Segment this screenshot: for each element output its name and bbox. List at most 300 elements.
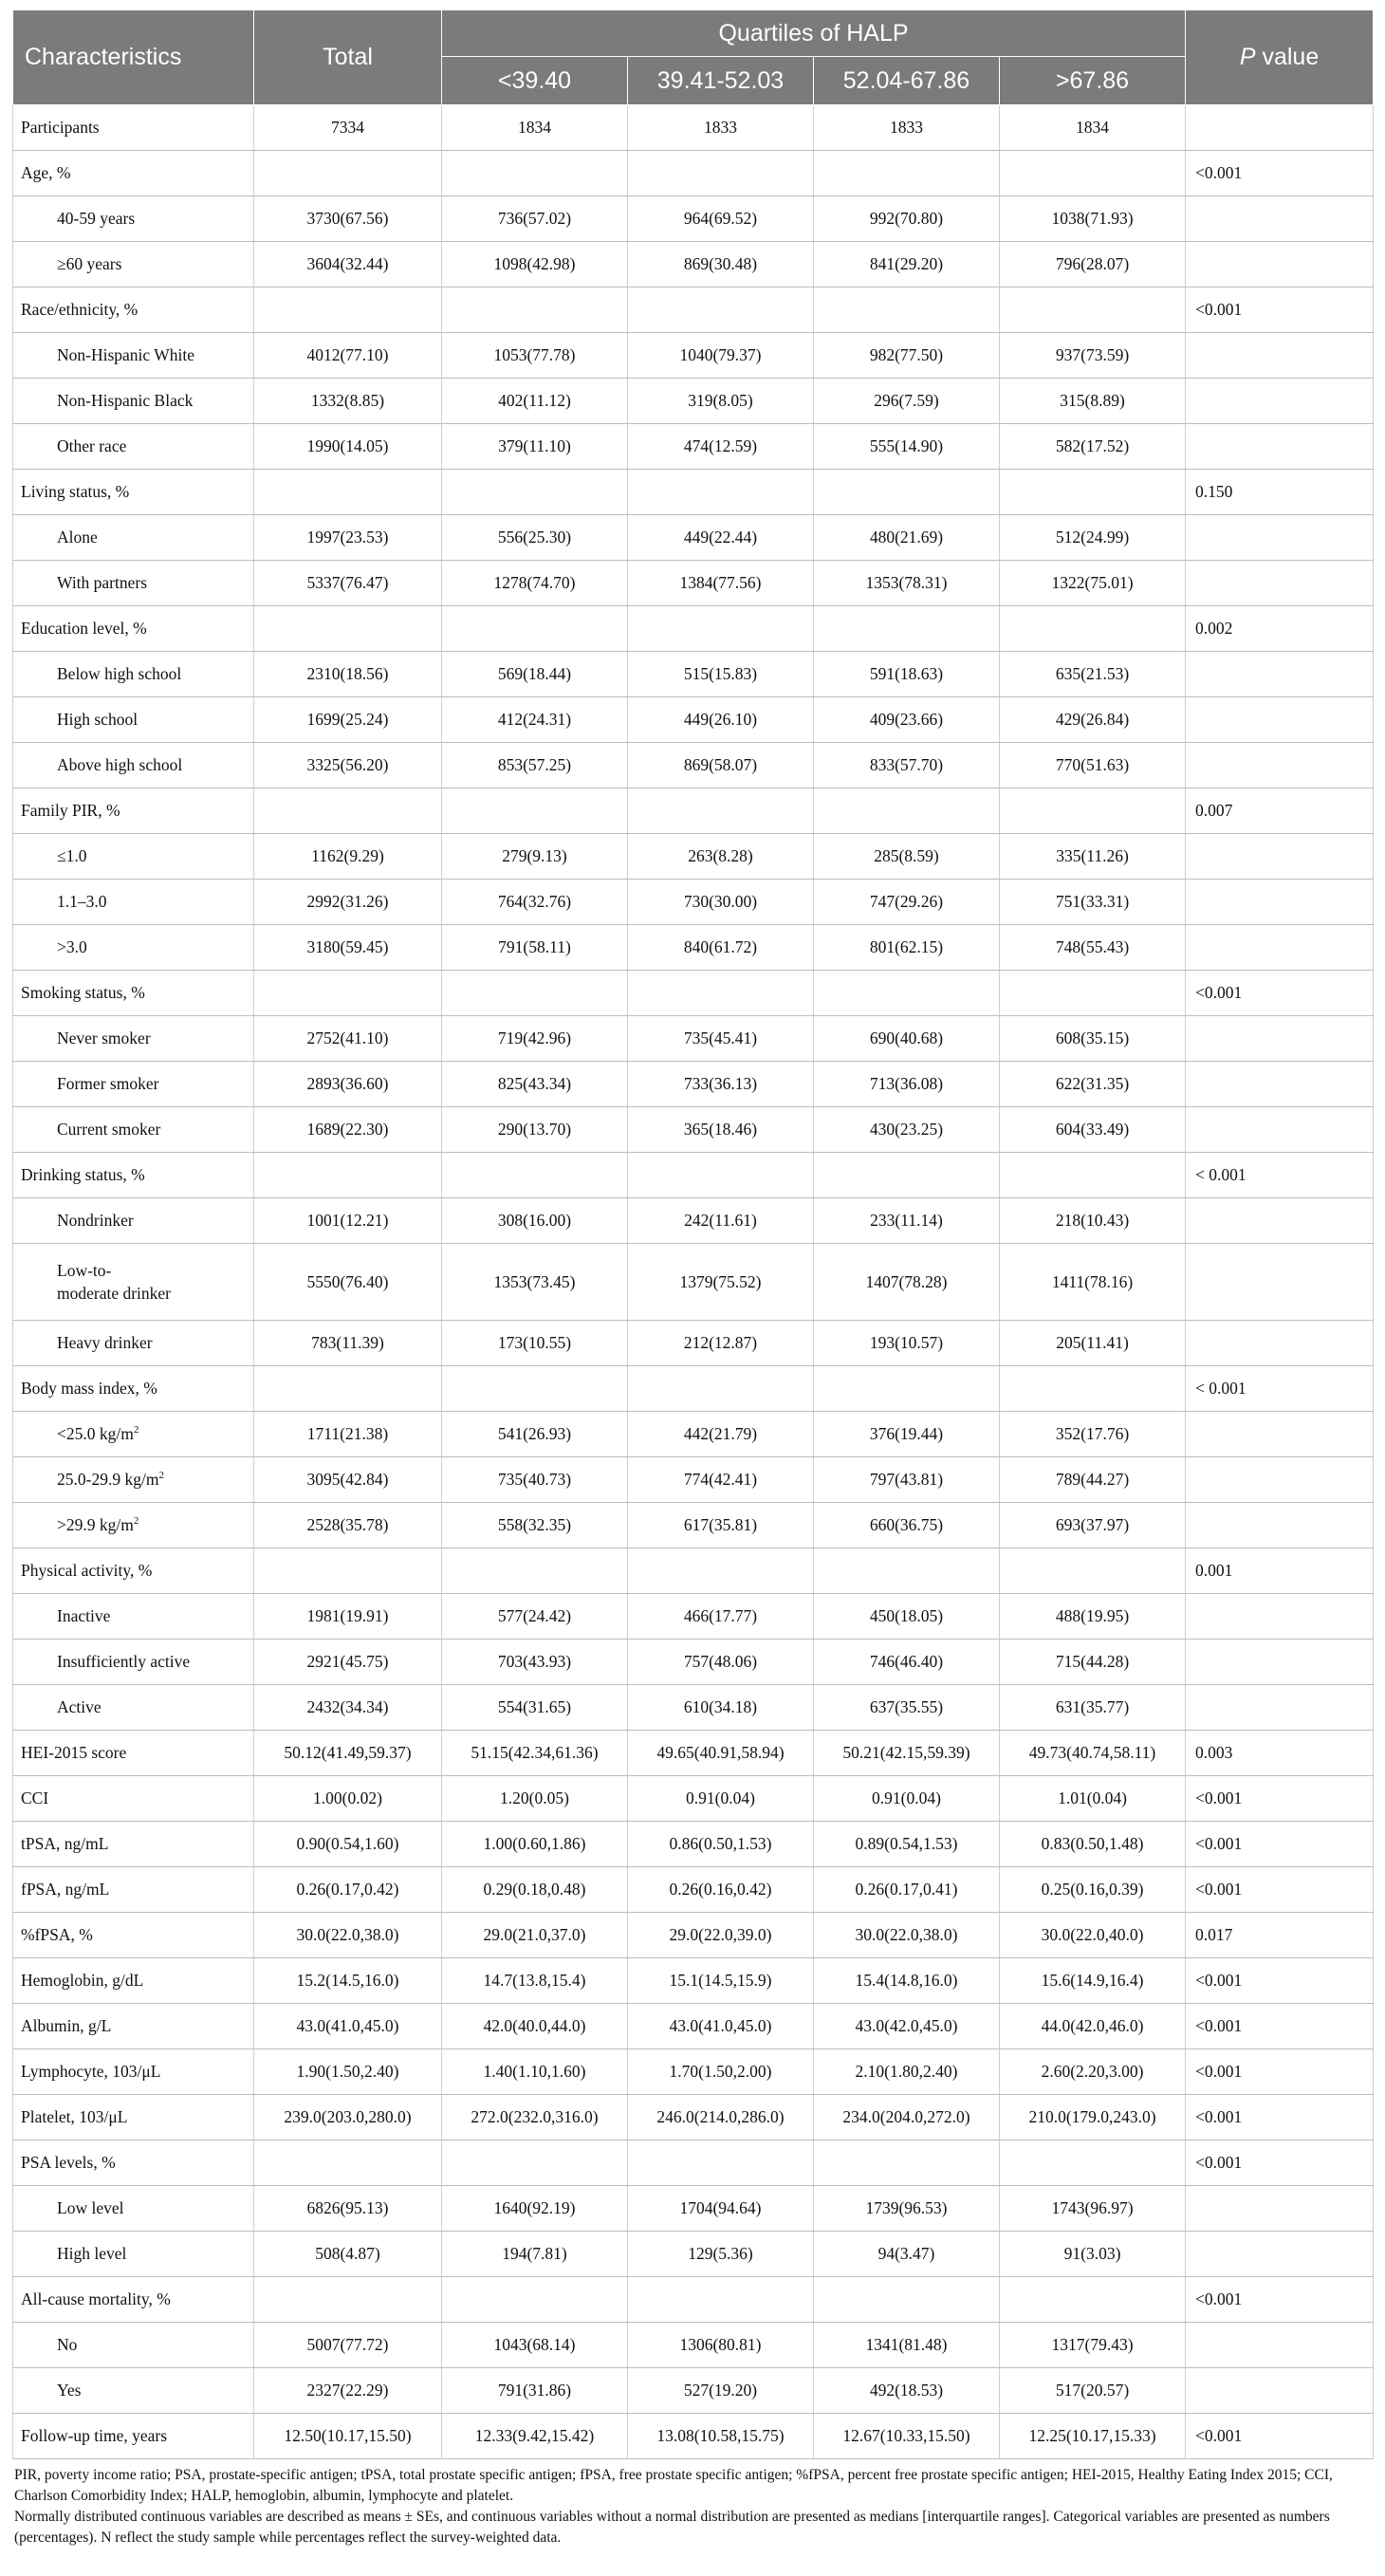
header-q2: 39.41-52.03 xyxy=(628,57,814,105)
row-label xyxy=(13,1198,254,1244)
cell-p-value xyxy=(1186,515,1374,561)
cell-p-value xyxy=(1186,743,1374,788)
cell-total: 3180(59.45) xyxy=(254,925,442,971)
cell-q4 xyxy=(1000,1548,1186,1594)
cell-p-value: <0.001 xyxy=(1186,1822,1374,1867)
table-row xyxy=(13,242,1374,287)
row-label-text: No xyxy=(57,2335,78,2354)
table-row xyxy=(13,105,1374,151)
cell-q3 xyxy=(814,287,1000,333)
table-row xyxy=(13,1822,1374,1867)
cell-q4: 0.83(0.50,1.48) xyxy=(1000,1822,1186,1867)
row-label-text: Platelet, 103/μL xyxy=(21,2107,128,2126)
cell-total: 0.26(0.17,0.42) xyxy=(254,1867,442,1913)
cell-q4: 751(33.31) xyxy=(1000,880,1186,925)
cell-q1: 279(9.13) xyxy=(442,834,628,880)
cell-q4: 937(73.59) xyxy=(1000,333,1186,379)
cell-p-value xyxy=(1186,2186,1374,2232)
cell-q2 xyxy=(628,1153,814,1198)
cell-q3: 450(18.05) xyxy=(814,1594,1000,1640)
table-row xyxy=(13,2323,1374,2368)
row-label xyxy=(13,1867,254,1913)
cell-total: 1711(21.38) xyxy=(254,1412,442,1457)
table-row xyxy=(13,1153,1374,1198)
row-label-text: Low level xyxy=(57,2198,124,2217)
cell-q1: 1.40(1.10,1.60) xyxy=(442,2049,628,2095)
row-label xyxy=(13,652,254,697)
row-label-text: High school xyxy=(57,710,138,729)
cell-total: 1997(23.53) xyxy=(254,515,442,561)
row-label xyxy=(13,2277,254,2323)
cell-q2: 449(22.44) xyxy=(628,515,814,561)
cell-total xyxy=(254,470,442,515)
row-label-text: HEI-2015 score xyxy=(21,1743,127,1762)
cell-p-value: 0.017 xyxy=(1186,1913,1374,1958)
table-row xyxy=(13,561,1374,606)
cell-q4: 1743(96.97) xyxy=(1000,2186,1186,2232)
cell-p-value: 0.001 xyxy=(1186,1548,1374,1594)
cell-q1: 1.00(0.60,1.86) xyxy=(442,1822,628,1867)
cell-q1: 308(16.00) xyxy=(442,1198,628,1244)
cell-q4: 335(11.26) xyxy=(1000,834,1186,880)
cell-q1 xyxy=(442,1548,628,1594)
row-label-text: Non-Hispanic White xyxy=(57,345,194,364)
cell-q3: 555(14.90) xyxy=(814,424,1000,470)
cell-q1: 51.15(42.34,61.36) xyxy=(442,1731,628,1776)
cell-p-value xyxy=(1186,1107,1374,1153)
cell-q4: 770(51.63) xyxy=(1000,743,1186,788)
footnote-abbreviations: PIR, poverty income ratio; PSA, prostate-specific antigen; tPSA, total prostate specific antigen; fPSA, free prostate specific antigen; %fPSA, percent free prostate specific antigen; HEI-2015, Healthy Eating Index 2015; CCI, Charlson Comorbidity Index; HALP, hemoglobin, albumin, lymphocyte and platelet. xyxy=(14,2467,1333,2504)
cell-q4: 30.0(22.0,40.0) xyxy=(1000,1913,1186,1958)
cell-q4 xyxy=(1000,971,1186,1016)
cell-q2 xyxy=(628,2277,814,2323)
cell-q3: 376(19.44) xyxy=(814,1412,1000,1457)
cell-total xyxy=(254,1153,442,1198)
cell-total: 30.0(22.0,38.0) xyxy=(254,1913,442,1958)
cell-total: 3095(42.84) xyxy=(254,1457,442,1503)
row-label xyxy=(13,1958,254,2004)
cell-q3: 0.91(0.04) xyxy=(814,1776,1000,1822)
cell-q2: 869(30.48) xyxy=(628,242,814,287)
cell-q3 xyxy=(814,470,1000,515)
table-row xyxy=(13,1731,1374,1776)
table-footnotes xyxy=(12,2465,1373,2548)
row-label xyxy=(13,515,254,561)
cell-total: 6826(95.13) xyxy=(254,2186,442,2232)
cell-q4: 0.25(0.16,0.39) xyxy=(1000,1867,1186,1913)
cell-q2: 129(5.36) xyxy=(628,2232,814,2277)
table-row xyxy=(13,2004,1374,2049)
cell-q1: 412(24.31) xyxy=(442,697,628,743)
row-label xyxy=(13,1062,254,1107)
cell-q4: 693(37.97) xyxy=(1000,1503,1186,1548)
table-row xyxy=(13,1107,1374,1153)
cell-q2 xyxy=(628,287,814,333)
cell-q1: 853(57.25) xyxy=(442,743,628,788)
cell-total: 2528(35.78) xyxy=(254,1503,442,1548)
row-label-text: With partners xyxy=(57,573,148,592)
cell-q1: 791(31.86) xyxy=(442,2368,628,2414)
cell-total xyxy=(254,788,442,834)
table-row xyxy=(13,470,1374,515)
cell-q4: 44.0(42.0,46.0) xyxy=(1000,2004,1186,2049)
cell-p-value xyxy=(1186,242,1374,287)
cell-q4: 608(35.15) xyxy=(1000,1016,1186,1062)
cell-q2: 757(48.06) xyxy=(628,1640,814,1685)
cell-p-value: <0.001 xyxy=(1186,2004,1374,2049)
cell-q1: 402(11.12) xyxy=(442,379,628,424)
cell-q2: 365(18.46) xyxy=(628,1107,814,1153)
cell-total: 1.00(0.02) xyxy=(254,1776,442,1822)
cell-q4: 205(11.41) xyxy=(1000,1321,1186,1366)
cell-q1 xyxy=(442,2140,628,2186)
cell-q2: 840(61.72) xyxy=(628,925,814,971)
cell-q3: 15.4(14.8,16.0) xyxy=(814,1958,1000,2004)
row-label xyxy=(13,1321,254,1366)
table-body xyxy=(13,105,1374,2459)
cell-total: 1001(12.21) xyxy=(254,1198,442,1244)
cell-q3: 992(70.80) xyxy=(814,196,1000,242)
cell-q1 xyxy=(442,470,628,515)
cell-total: 2310(18.56) xyxy=(254,652,442,697)
row-label-text: Race/ethnicity, % xyxy=(21,300,138,319)
cell-q4: 796(28.07) xyxy=(1000,242,1186,287)
table-row xyxy=(13,1366,1374,1412)
table-row xyxy=(13,1913,1374,1958)
row-label xyxy=(13,925,254,971)
cell-q1 xyxy=(442,606,628,652)
row-label-text: Non-Hispanic Black xyxy=(57,391,194,410)
row-label-text: Yes xyxy=(57,2381,82,2400)
row-label xyxy=(13,1457,254,1503)
row-label-text: Inactive xyxy=(57,1606,111,1625)
cell-q2: 242(11.61) xyxy=(628,1198,814,1244)
cell-p-value xyxy=(1186,2368,1374,2414)
row-label-text: CCI xyxy=(21,1788,49,1807)
unit-superscript: 2 xyxy=(158,1470,164,1482)
cell-p-value xyxy=(1186,1062,1374,1107)
cell-q1 xyxy=(442,151,628,196)
cell-total: 15.2(14.5,16.0) xyxy=(254,1958,442,2004)
cell-q4: 631(35.77) xyxy=(1000,1685,1186,1731)
cell-q1: 764(32.76) xyxy=(442,880,628,925)
table-row xyxy=(13,743,1374,788)
row-label xyxy=(13,834,254,880)
row-label xyxy=(13,2004,254,2049)
row-label-text: Other race xyxy=(57,436,127,455)
row-label-text: All-cause mortality, % xyxy=(21,2289,171,2308)
cell-p-value: 0.150 xyxy=(1186,470,1374,515)
cell-q1: 42.0(40.0,44.0) xyxy=(442,2004,628,2049)
cell-q4: 789(44.27) xyxy=(1000,1457,1186,1503)
row-label-text: ≤1.0 xyxy=(57,846,87,865)
cell-q2 xyxy=(628,1366,814,1412)
cell-total: 1689(22.30) xyxy=(254,1107,442,1153)
row-label xyxy=(13,1731,254,1776)
row-label-text: Nondrinker xyxy=(57,1211,134,1230)
cell-q3: 801(62.15) xyxy=(814,925,1000,971)
cell-p-value: <0.001 xyxy=(1186,287,1374,333)
table-row xyxy=(13,2368,1374,2414)
cell-q3: 747(29.26) xyxy=(814,880,1000,925)
cell-q2: 733(36.13) xyxy=(628,1062,814,1107)
cell-q1: 1043(68.14) xyxy=(442,2323,628,2368)
row-label xyxy=(13,697,254,743)
header-total: Total xyxy=(254,10,442,105)
row-label xyxy=(13,287,254,333)
cell-q1 xyxy=(442,1366,628,1412)
cell-q3: 409(23.66) xyxy=(814,697,1000,743)
footnote-methods: Normally distributed continuous variables are described as means ± SEs, and continuous variables without a normal distribution are presented as medians [interquartile ranges]. Categorical variables are presented as numbers (percentages). N reflect the study sample while percentages reflect the survey-weighted data. xyxy=(14,2509,1330,2546)
cell-q2: 515(15.83) xyxy=(628,652,814,697)
cell-q3: 797(43.81) xyxy=(814,1457,1000,1503)
table-row xyxy=(13,2414,1374,2459)
cell-total: 2327(22.29) xyxy=(254,2368,442,2414)
cell-q4: 315(8.89) xyxy=(1000,379,1186,424)
table-row xyxy=(13,1198,1374,1244)
cell-q1: 1053(77.78) xyxy=(442,333,628,379)
cell-q2: 1833 xyxy=(628,105,814,151)
cell-q1: 1278(74.70) xyxy=(442,561,628,606)
cell-q1: 825(43.34) xyxy=(442,1062,628,1107)
row-label-text: High level xyxy=(57,2244,127,2263)
header-row-top xyxy=(13,10,1374,57)
cell-total xyxy=(254,287,442,333)
row-label xyxy=(13,105,254,151)
cell-q2 xyxy=(628,470,814,515)
table-row xyxy=(13,1594,1374,1640)
header-q1: <39.40 xyxy=(442,57,628,105)
cell-q2: 49.65(40.91,58.94) xyxy=(628,1731,814,1776)
cell-q4: 210.0(179.0,243.0) xyxy=(1000,2095,1186,2140)
cell-total: 50.12(41.49,59.37) xyxy=(254,1731,442,1776)
table-row xyxy=(13,1640,1374,1685)
cell-p-value xyxy=(1186,1640,1374,1685)
cell-q1 xyxy=(442,788,628,834)
cell-total: 2752(41.10) xyxy=(254,1016,442,1062)
cell-q2: 263(8.28) xyxy=(628,834,814,880)
cell-q2: 617(35.81) xyxy=(628,1503,814,1548)
cell-q3: 0.89(0.54,1.53) xyxy=(814,1822,1000,1867)
cell-p-value xyxy=(1186,925,1374,971)
cell-q3: 637(35.55) xyxy=(814,1685,1000,1731)
cell-p-value xyxy=(1186,1412,1374,1457)
cell-q3: 12.67(10.33,15.50) xyxy=(814,2414,1000,2459)
row-label-text: Physical activity, % xyxy=(21,1561,153,1580)
row-label xyxy=(13,379,254,424)
cell-q1: 1640(92.19) xyxy=(442,2186,628,2232)
cell-p-value xyxy=(1186,1594,1374,1640)
header-p-letter: P xyxy=(1239,44,1256,70)
cell-total: 1990(14.05) xyxy=(254,424,442,470)
cell-q3 xyxy=(814,606,1000,652)
row-label xyxy=(13,788,254,834)
cell-q3 xyxy=(814,2277,1000,2323)
table-row xyxy=(13,1016,1374,1062)
table-row xyxy=(13,2140,1374,2186)
cell-q2: 774(42.41) xyxy=(628,1457,814,1503)
cell-total: 1981(19.91) xyxy=(254,1594,442,1640)
row-label xyxy=(13,2049,254,2095)
row-label-text: Above high school xyxy=(57,755,183,774)
row-label-text: fPSA, ng/mL xyxy=(21,1880,110,1899)
cell-q1: 541(26.93) xyxy=(442,1412,628,1457)
row-label-text: ≥60 years xyxy=(57,254,122,273)
row-label-text: tPSA, ng/mL xyxy=(21,1834,109,1853)
cell-q4: 604(33.49) xyxy=(1000,1107,1186,1153)
row-label xyxy=(13,242,254,287)
cell-q1: 556(25.30) xyxy=(442,515,628,561)
cell-q2: 1384(77.56) xyxy=(628,561,814,606)
table-row xyxy=(13,424,1374,470)
cell-q1: 0.29(0.18,0.48) xyxy=(442,1867,628,1913)
table-row xyxy=(13,515,1374,561)
cell-q3: 43.0(42.0,45.0) xyxy=(814,2004,1000,2049)
row-label-text: Follow-up time, years xyxy=(21,2426,168,2445)
header-quartiles-group: Quartiles of HALP xyxy=(442,10,1186,57)
cell-p-value: <0.001 xyxy=(1186,151,1374,196)
cell-total xyxy=(254,1366,442,1412)
cell-total: 1699(25.24) xyxy=(254,697,442,743)
row-label xyxy=(13,1913,254,1958)
row-label xyxy=(13,2140,254,2186)
cell-total: 2992(31.26) xyxy=(254,880,442,925)
row-label xyxy=(13,1640,254,1685)
cell-q3: 234.0(204.0,272.0) xyxy=(814,2095,1000,2140)
row-label-text: %fPSA, % xyxy=(21,1925,93,1944)
cell-q3: 285(8.59) xyxy=(814,834,1000,880)
cell-q3 xyxy=(814,971,1000,1016)
cell-q4: 715(44.28) xyxy=(1000,1640,1186,1685)
row-label-text: 25.0-29.9 kg/m xyxy=(57,1470,159,1489)
table-row xyxy=(13,1503,1374,1548)
cell-q2: 527(19.20) xyxy=(628,2368,814,2414)
cell-p-value xyxy=(1186,424,1374,470)
cell-total: 239.0(203.0,280.0) xyxy=(254,2095,442,2140)
cell-p-value: <0.001 xyxy=(1186,2049,1374,2095)
cell-total: 2893(36.60) xyxy=(254,1062,442,1107)
cell-q3: 430(23.25) xyxy=(814,1107,1000,1153)
cell-p-value: 0.007 xyxy=(1186,788,1374,834)
cell-p-value xyxy=(1186,697,1374,743)
table-row xyxy=(13,971,1374,1016)
cell-q4 xyxy=(1000,788,1186,834)
table-row xyxy=(13,1548,1374,1594)
cell-p-value xyxy=(1186,561,1374,606)
cell-q4: 622(31.35) xyxy=(1000,1062,1186,1107)
cell-q4: 218(10.43) xyxy=(1000,1198,1186,1244)
cell-q1: 173(10.55) xyxy=(442,1321,628,1366)
cell-p-value xyxy=(1186,1321,1374,1366)
cell-q1: 1353(73.45) xyxy=(442,1244,628,1321)
cell-q1: 379(11.10) xyxy=(442,424,628,470)
header-p-rest: value xyxy=(1255,44,1320,70)
cell-q2: 0.86(0.50,1.53) xyxy=(628,1822,814,1867)
cell-q1: 554(31.65) xyxy=(442,1685,628,1731)
table-row xyxy=(13,2277,1374,2323)
cell-q1: 1.20(0.05) xyxy=(442,1776,628,1822)
cell-q1: 1098(42.98) xyxy=(442,242,628,287)
row-label xyxy=(13,1822,254,1867)
row-label-text: Heavy drinker xyxy=(57,1333,153,1352)
cell-total: 1.90(1.50,2.40) xyxy=(254,2049,442,2095)
cell-q4: 582(17.52) xyxy=(1000,424,1186,470)
cell-q3 xyxy=(814,2140,1000,2186)
cell-q1: 558(32.35) xyxy=(442,1503,628,1548)
cell-q2: 246.0(214.0,286.0) xyxy=(628,2095,814,2140)
unit-superscript: 2 xyxy=(133,1424,139,1436)
cell-q2: 1.70(1.50,2.00) xyxy=(628,2049,814,2095)
cell-q3: 982(77.50) xyxy=(814,333,1000,379)
cell-q3: 713(36.08) xyxy=(814,1062,1000,1107)
cell-p-value xyxy=(1186,1244,1374,1321)
cell-q4: 91(3.03) xyxy=(1000,2232,1186,2277)
cell-p-value xyxy=(1186,1503,1374,1548)
cell-q2 xyxy=(628,788,814,834)
row-label-text: Smoking status, % xyxy=(21,983,145,1002)
cell-q1 xyxy=(442,287,628,333)
cell-q2: 442(21.79) xyxy=(628,1412,814,1457)
cell-total: 1162(9.29) xyxy=(254,834,442,880)
cell-total: 3325(56.20) xyxy=(254,743,442,788)
cell-q3: 2.10(1.80,2.40) xyxy=(814,2049,1000,2095)
cell-q3: 833(57.70) xyxy=(814,743,1000,788)
cell-total: 12.50(10.17,15.50) xyxy=(254,2414,442,2459)
cell-q1: 719(42.96) xyxy=(442,1016,628,1062)
table-row xyxy=(13,1244,1374,1321)
row-label xyxy=(13,1016,254,1062)
table-row xyxy=(13,1867,1374,1913)
row-label xyxy=(13,333,254,379)
cell-p-value xyxy=(1186,652,1374,697)
cell-q4: 429(26.84) xyxy=(1000,697,1186,743)
cell-q1: 290(13.70) xyxy=(442,1107,628,1153)
row-label-text: Education level, % xyxy=(21,619,147,638)
cell-q1: 14.7(13.8,15.4) xyxy=(442,1958,628,2004)
cell-total xyxy=(254,1548,442,1594)
row-label xyxy=(13,2232,254,2277)
cell-p-value: 0.003 xyxy=(1186,1731,1374,1776)
cell-q2 xyxy=(628,1548,814,1594)
row-label xyxy=(13,743,254,788)
row-label xyxy=(13,2186,254,2232)
cell-total: 4012(77.10) xyxy=(254,333,442,379)
cell-p-value xyxy=(1186,2323,1374,2368)
row-label xyxy=(13,2368,254,2414)
table-row xyxy=(13,788,1374,834)
row-label-text: Age, % xyxy=(21,163,71,182)
table-row xyxy=(13,1457,1374,1503)
row-label xyxy=(13,424,254,470)
row-label-line1: Low-to- xyxy=(57,1261,112,1280)
cell-q1: 577(24.42) xyxy=(442,1594,628,1640)
header-q3: 52.04-67.86 xyxy=(814,57,1000,105)
cell-total: 3604(32.44) xyxy=(254,242,442,287)
header-q4: >67.86 xyxy=(1000,57,1186,105)
cell-q3 xyxy=(814,1366,1000,1412)
cell-q1: 272.0(232.0,316.0) xyxy=(442,2095,628,2140)
cell-q4: 1834 xyxy=(1000,105,1186,151)
row-label xyxy=(13,606,254,652)
cell-total: 5007(77.72) xyxy=(254,2323,442,2368)
row-label-text: Participants xyxy=(21,118,100,137)
row-label-line2: moderate drinker xyxy=(57,1284,172,1303)
row-label xyxy=(13,2095,254,2140)
row-label xyxy=(13,151,254,196)
cell-q3: 1833 xyxy=(814,105,1000,151)
row-label xyxy=(13,1412,254,1457)
cell-p-value: < 0.001 xyxy=(1186,1153,1374,1198)
